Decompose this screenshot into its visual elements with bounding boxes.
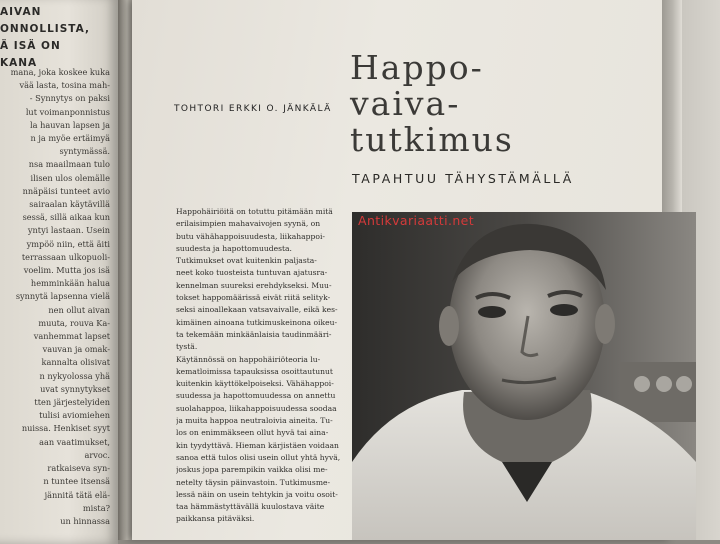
- title-line: tutkimus: [350, 120, 514, 159]
- left-body-line: voelim. Mutta jos isä: [23, 265, 110, 276]
- left-body-line: ilisen ulos olemälle: [30, 172, 110, 183]
- left-body-line: nen ollut aivan: [48, 304, 110, 315]
- left-body-line: hemminkään halua: [30, 278, 110, 289]
- left-body-line: terrassaan ulkopuoli-: [21, 251, 110, 262]
- left-body-line: n ja myöe ertäimyä: [30, 133, 110, 144]
- article-body-line: Happohäiriöitä on totuttu pitämään mitä: [176, 207, 333, 216]
- left-body-line: n nykyolossa yhä: [39, 370, 110, 381]
- article-body-line: seksi ainoallekaan vatsavaivalle, eikä kes-: [176, 305, 338, 315]
- article-body-line: suudessa ja hapottomuudessa on annettu: [176, 391, 336, 401]
- left-body-line: yntyi lastaan. Usein: [27, 225, 110, 236]
- left-page-heading: [0, 4, 90, 72]
- article-body-line: kimäinen ainoana tutkimuskeinona oikeu-: [176, 317, 338, 327]
- left-body-line: muuta, rouva Ka-: [38, 317, 110, 328]
- left-heading-line: ONNOLLISTA,: [0, 23, 90, 35]
- left-body-line: aan vaatimukset,: [39, 436, 110, 447]
- left-body-line: mista?: [82, 502, 110, 513]
- left-body-line: la hauvan lapsen ja: [30, 119, 110, 130]
- left-body-line: sessä, sillä aikaa kun: [22, 212, 110, 223]
- article-body-line: kennelman suureksi erehdykseksi. Muu-: [176, 280, 332, 290]
- left-body-line: ratkaiseva syn-: [47, 463, 110, 474]
- article-body-line: sanoa että tulos olisi usein ollut yhtä hyvä,: [176, 452, 341, 462]
- left-body-line: tulisi aviomiehen: [39, 410, 110, 421]
- article-body-line: butu vähähappoisuudesta, liikahappoi-: [176, 231, 325, 241]
- watermark-text: Antikvariaatti.net: [358, 213, 475, 228]
- left-body-line: synnytä lapsenna vielä: [15, 291, 110, 302]
- article-body-line: suolahappoa, liikahappoisuudessa soodaa: [176, 403, 337, 413]
- article-body-line: Tutkimukset ovat kuitenkin paljasta-: [176, 256, 317, 266]
- left-page-body: [0, 66, 110, 528]
- article-body: [176, 206, 344, 526]
- left-page: [0, 0, 118, 544]
- article-subtitle: TAPAHTUU TÄHYSTÄMÄLLÄ: [352, 171, 574, 186]
- left-body-line: arvoc.: [84, 449, 110, 460]
- title-line: vaiva-: [350, 84, 461, 123]
- article-body-line: joskus jopa parempikin vaikka olisi me-: [176, 465, 328, 475]
- portrait-image: [352, 212, 696, 540]
- left-body-line: vanhemmat lapset: [33, 331, 110, 342]
- left-body-line: uvat synnytykset: [40, 383, 110, 394]
- left-body-line: n tuntee itsensä: [43, 476, 110, 487]
- article-body-line: kematloimissa tapauksissa osoittautunut: [176, 366, 333, 376]
- left-body-line: nnäpäisi tunteet avio: [22, 185, 110, 196]
- article-body-line: los on enimmäkseen ollut hyvä tai aina-: [176, 428, 329, 438]
- article-body-line: ta tekemään minkäänlaisia taudinmääri-: [176, 329, 332, 339]
- article-body-line: kuitenkin käyttökelpoiseksi. Vähähappoi-: [176, 379, 334, 389]
- left-body-line: jännitä tätä elä-: [44, 489, 110, 500]
- left-body-line: mana, joka koskee kuka: [10, 67, 110, 77]
- article-body-line: netelty täysin päinvastoin. Tutkimusme-: [176, 477, 331, 487]
- portrait-photo: [352, 212, 696, 540]
- article-body-line: kin tyydyttävä. Hieman kärjistäen voidaan: [176, 440, 339, 450]
- article-body-line: erilaisimpien mahavaivojen syynä, on: [176, 219, 321, 229]
- left-body-line: un hinnassa: [60, 515, 110, 526]
- left-body-line: vauvan ja omak-: [42, 344, 110, 355]
- article-body-line: paikkansa pitäväksi.: [176, 514, 255, 524]
- article-title: [350, 50, 514, 158]
- article-body-line: taa hämmästyttävällä kuulostava väite: [176, 502, 325, 512]
- left-heading-line: Ä ISÄ ON: [0, 40, 61, 52]
- left-body-line: ympöö niin, että äiti: [26, 238, 110, 249]
- article-body-line: tokset happomäärissä eivät riitä selityk-: [176, 293, 331, 303]
- article-body-line: ja muita happoa neutraloivia aineita. Tu-: [176, 416, 333, 426]
- article-body-line: Käytännössä on happohäiriöteoria lu-: [176, 354, 321, 364]
- left-body-line: syntymässä.: [59, 146, 110, 157]
- left-body-line: lut voimanponnistus: [25, 106, 110, 117]
- left-body-line: vää lasta, tosina mah-: [19, 80, 110, 91]
- article-body-line: tystä.: [176, 342, 198, 352]
- title-line: Happo-: [350, 48, 484, 87]
- left-body-line: kannalta olisivat: [41, 357, 110, 368]
- left-heading-line: AIVAN: [0, 6, 42, 18]
- article-author: TOHTORI ERKKI O. JÄNKÄLÄ: [174, 104, 332, 114]
- left-body-line: tten järjestelyiden: [34, 397, 110, 408]
- article-body-line: lessä näin on usein tehtykin ja voitu osoit-: [176, 489, 338, 499]
- left-body-line: sairaalan käytävillä: [29, 199, 110, 210]
- left-body-line: - Synnytys on paksi: [29, 93, 110, 104]
- left-heading-line: KANA: [0, 57, 38, 69]
- left-body-line: nsa maailmaan tulo: [28, 159, 110, 170]
- article-body-line: neet koko tuosteista tuntuvan ajatusra-: [176, 268, 328, 278]
- article-body-line: suudesta ja hapottomuudesta.: [176, 243, 292, 253]
- left-body-line: nuissa. Henkiset syyt: [21, 423, 110, 434]
